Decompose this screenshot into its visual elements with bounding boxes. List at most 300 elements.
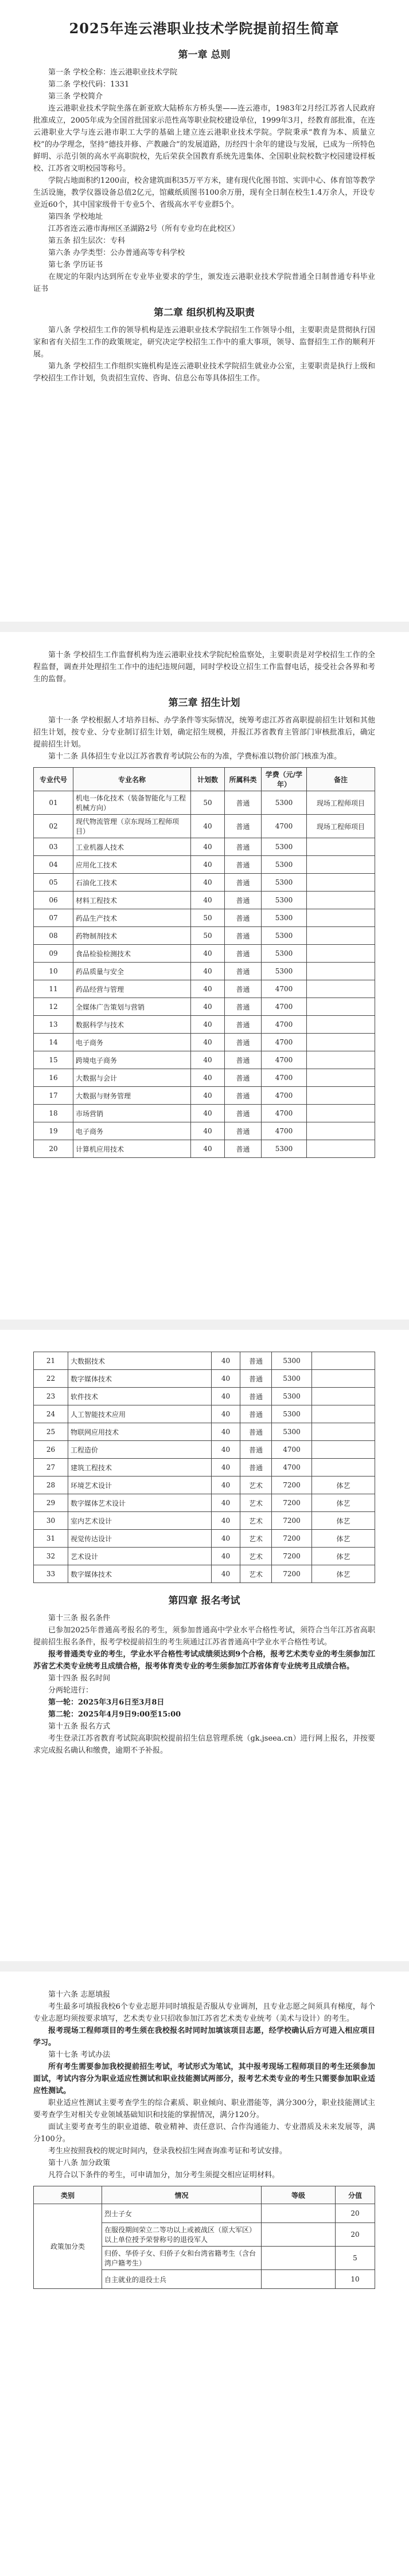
- table-cell: [312, 1352, 375, 1370]
- table-cell: 工业机器人技术: [73, 838, 191, 856]
- table-row: [34, 998, 375, 1016]
- table-row: [34, 1034, 375, 1051]
- table-cell: 电子商务: [73, 1034, 191, 1051]
- table-cell: 4700: [262, 1122, 307, 1140]
- table-cell: 09: [34, 945, 73, 963]
- table-cell: 02: [34, 815, 73, 838]
- table-cell: 现场工程师项目: [307, 791, 375, 815]
- table-cell: 5300: [262, 1140, 307, 1158]
- table-cell: 艺术: [240, 1565, 272, 1583]
- table-cell: 环境艺术设计: [68, 1477, 212, 1494]
- column-header: 类别: [34, 2186, 102, 2204]
- table-cell: 普通: [225, 980, 262, 998]
- table-cell: 软件技术: [68, 1388, 212, 1405]
- table-cell: 4700: [262, 1069, 307, 1087]
- page-gap: [0, 1320, 409, 1330]
- table-cell: 普通: [240, 1441, 272, 1459]
- paragraph: 江苏省连云港市海州区圣湖路2号（所有专业均在此校区）: [48, 225, 240, 233]
- table-cell: 26: [34, 1441, 68, 1459]
- table-row: [34, 1494, 375, 1512]
- table-cell: 18: [34, 1105, 73, 1122]
- table-cell: 普通: [225, 1122, 262, 1140]
- table-cell: 普通: [225, 1087, 262, 1105]
- table-cell: 27: [34, 1459, 68, 1477]
- table-cell: 艺术: [240, 1494, 272, 1512]
- table-cell: 25: [34, 1423, 68, 1441]
- paragraph: 第一条 学校全称：连云港职业技术学院: [48, 68, 178, 77]
- table-cell: 5300: [272, 1423, 312, 1441]
- table-cell: 普通: [225, 945, 262, 963]
- paragraph: 第六条 办学类型：公办普通高等专科学校: [48, 249, 185, 257]
- paragraph: 第五条 招生层次：专科: [48, 237, 126, 245]
- table-cell: 普通: [225, 838, 262, 856]
- table-cell: 烈士子女: [102, 2204, 262, 2223]
- paragraph: 第十七条 考试办法: [48, 2051, 111, 2059]
- table-cell: 市场营销: [73, 1105, 191, 1122]
- column-header: 专业名称: [73, 768, 191, 791]
- column-header: 专业代号: [34, 768, 73, 791]
- table-cell: [307, 927, 375, 945]
- table-cell: [307, 998, 375, 1016]
- table-cell: 23: [34, 1388, 68, 1405]
- table-cell: 现代物流管理（京东现场工程师项目）: [73, 815, 191, 838]
- table-cell: [262, 2223, 336, 2247]
- table-cell: 数字媒体技术: [68, 1565, 212, 1583]
- page-4: [33, 1972, 375, 2576]
- table-cell: 大数据与财务管理: [73, 1087, 191, 1105]
- paragraph: 报考普通类专业的考生，学业水平合格性考试成绩须达到9个合格，报考艺术类专业的考生须参加江苏省艺术类专业统考且成绩合格，报考体育类专业的考生须参加江苏省体育专业统考且成绩合格。: [33, 1650, 375, 1671]
- paragraph: 第四条 学校地址: [48, 213, 103, 221]
- table-cell: 普通: [225, 927, 262, 945]
- table-cell: 17: [34, 1087, 73, 1105]
- table-cell: 29: [34, 1494, 68, 1512]
- table-cell: 03: [34, 838, 73, 856]
- column-header: 学费（元/学年）: [262, 768, 307, 791]
- page-gap: [0, 1961, 409, 1972]
- table-cell: 40: [212, 1352, 240, 1370]
- table-cell: 13: [34, 1016, 73, 1034]
- table-cell: 普通: [225, 1051, 262, 1069]
- table-cell: 4700: [262, 980, 307, 998]
- table-cell: 5: [336, 2247, 375, 2270]
- table-cell: 7200: [272, 1565, 312, 1583]
- table-cell: [312, 1441, 375, 1459]
- table-cell: [307, 1122, 375, 1140]
- table-cell: 4700: [262, 815, 307, 838]
- table-cell: 普通: [225, 1069, 262, 1087]
- enrollment-plan-table-continued: [33, 1352, 375, 1583]
- table-cell: [307, 963, 375, 980]
- paragraph: 连云港职业技术学院坐落在新亚欧大陆桥东方桥头堡——连云港市，1983年2月经江苏省人民政府批准成立，2005年成为全国首批国家示范性高等职业院校建设单位，1999年3月，经教育部批准，在连云港职业大学与连云港市职工大学的基础上建立连云港职业技术学院。学院秉承“教育为本、质量立校”的办学理念，坚持“德技并修、产教融合”的发展道路，历经四十余年的建设与发展，已成为一所特色鲜明、示范引领的高水平高职院校，先后荣获全国教育系统先进集体、全国职业院校数字校园建设样板校、江苏省文明校园等称号。: [33, 104, 375, 173]
- table-cell: 艺术: [240, 1548, 272, 1565]
- table-cell: 05: [34, 874, 73, 892]
- paragraph: 第十八条 加分政策: [48, 2159, 111, 2167]
- table-cell: 体艺: [312, 1548, 375, 1565]
- table-cell: [307, 1105, 375, 1122]
- table-row: [34, 1477, 375, 1494]
- table-cell: 40: [212, 1477, 240, 1494]
- table-cell: 跨境电子商务: [73, 1051, 191, 1069]
- table-row: [34, 1459, 375, 1477]
- column-header: 情况: [102, 2186, 262, 2204]
- chapter-4-title: 第四章 报名考试: [168, 1595, 240, 1607]
- table-cell: 视觉传达设计: [68, 1530, 212, 1548]
- table-cell: [307, 980, 375, 998]
- table-cell: [307, 1140, 375, 1158]
- table-cell: 普通: [225, 815, 262, 838]
- table-row: [34, 791, 375, 815]
- table-cell: 全媒体广告策划与营销: [73, 998, 191, 1016]
- table-cell: 50: [191, 927, 225, 945]
- table-cell: 4700: [262, 1051, 307, 1069]
- table-cell: [312, 1405, 375, 1423]
- table-row: [34, 1423, 375, 1441]
- table-cell: 普通: [240, 1388, 272, 1405]
- table-cell: 40: [212, 1530, 240, 1548]
- table-cell: 普通: [225, 874, 262, 892]
- chapter-2-title: 第二章 组织机构及职责: [154, 307, 255, 319]
- chapter-3-title: 第三章 招生计划: [168, 697, 240, 709]
- table-cell: 14: [34, 1034, 73, 1051]
- table-cell: 5300: [262, 874, 307, 892]
- table-cell: 5300: [262, 838, 307, 856]
- table-cell: 自主就业的退役士兵: [102, 2270, 262, 2289]
- table-cell: 体艺: [312, 1477, 375, 1494]
- table-cell: 普通: [225, 856, 262, 874]
- paragraph: 第二轮：2025年4月9日9:00至15:00: [48, 1710, 181, 1719]
- table-cell: 体艺: [312, 1565, 375, 1583]
- table-header-row: [34, 2186, 375, 2204]
- paragraph: 考生最多可填报我校6个专业志愿并同时填报是否服从专业调剂，且专业志愿之间须具有梯度，每个专业志愿均须按要求填写，艺术类专业只招收参加江苏省艺术类专业统考（美术与设计）的考生。: [33, 2002, 375, 2023]
- table-cell: 5300: [262, 856, 307, 874]
- table-cell: 40: [212, 1494, 240, 1512]
- table-cell: 现场工程师项目: [307, 815, 375, 838]
- paragraph: 第十六条 志愿填报: [48, 1990, 111, 1999]
- table-cell: 40: [191, 815, 225, 838]
- table-cell: 40: [191, 980, 225, 998]
- table-cell: 07: [34, 909, 73, 927]
- table-cell: 22: [34, 1370, 68, 1388]
- table-row: [34, 1122, 375, 1140]
- paragraph: 第十二条 具体招生专业以江苏省教育考试院公布的为准，学费标准以物价部门核准为准。: [48, 752, 342, 761]
- table-cell: [307, 1034, 375, 1051]
- table-cell: 5300: [262, 909, 307, 927]
- table-cell: 06: [34, 892, 73, 909]
- table-row: [34, 1512, 375, 1530]
- table-cell: 药品生产技术: [73, 909, 191, 927]
- table-cell: 普通: [240, 1459, 272, 1477]
- table-cell: 40: [191, 1122, 225, 1140]
- paragraph: 第十条 学校招生工作监督机构为连云港职业技术学院纪检监察处，主要职责是对学校招生工作的全程监督，调查并处理招生工作中的违纪违规问题，同时学校设立招生工作监督电话，接受社会各界和考生的监督。: [33, 651, 375, 684]
- table-cell: 石油化工技术: [73, 874, 191, 892]
- paragraph: 第三条 学校简介: [48, 92, 103, 101]
- table-cell: 在服役期间荣立二等功以上或被战区（原大军区）以上单位授予荣誉称号的退役军人: [102, 2223, 262, 2247]
- table-cell: 5300: [272, 1388, 312, 1405]
- table-cell: 食品检验检测技术: [73, 945, 191, 963]
- table-cell: 政策加分类: [34, 2204, 102, 2289]
- table-cell: 32: [34, 1548, 68, 1565]
- paragraph: 考生应按照我校的规定时间内，登录我校招生网查询准考证和考试安排。: [48, 2147, 287, 2155]
- table-cell: 室内艺术设计: [68, 1512, 212, 1530]
- table-cell: 33: [34, 1565, 68, 1583]
- table-cell: 普通: [225, 1140, 262, 1158]
- table-cell: 12: [34, 998, 73, 1016]
- table-cell: 30: [34, 1512, 68, 1530]
- table-cell: 4700: [272, 1459, 312, 1477]
- bonus-points-table: [33, 2186, 375, 2289]
- document-title: 2025年连云港职业技术学院提前招生简章: [69, 20, 340, 37]
- table-cell: 数据科学与技术: [73, 1016, 191, 1034]
- table-cell: 40: [191, 1034, 225, 1051]
- table-cell: 艺术设计: [68, 1548, 212, 1565]
- table-cell: 建筑工程技术: [68, 1459, 212, 1477]
- table-cell: 50: [191, 791, 225, 815]
- paragraph: 第十三条 报名条件: [48, 1614, 111, 1623]
- table-cell: 19: [34, 1122, 73, 1140]
- table-cell: 5300: [262, 963, 307, 980]
- chapter-1-title: 第一章 总则: [178, 49, 231, 61]
- table-row: [34, 980, 375, 998]
- table-cell: 普通: [225, 1034, 262, 1051]
- table-cell: 材料工程技术: [73, 892, 191, 909]
- table-row: [34, 945, 375, 963]
- table-row: [34, 1548, 375, 1565]
- table-cell: 10: [34, 963, 73, 980]
- paragraph: 第二条 学校代码：1331: [48, 80, 130, 89]
- table-cell: [262, 2247, 336, 2270]
- table-cell: [307, 909, 375, 927]
- table-cell: [262, 2270, 336, 2289]
- paragraph: 职业适应性测试主要考查学生的综合素质、职业倾向、职业潜能等，满分300分，职业技能测试主要考查学生对相关专业领域基础知识和技能的掌握情况，满分120分。: [33, 2099, 375, 2119]
- enrollment-plan-table: [33, 767, 375, 1158]
- page-2: [33, 632, 375, 1320]
- table-cell: 计算机应用技术: [73, 1140, 191, 1158]
- table-cell: 5300: [262, 892, 307, 909]
- table-cell: 药品质量与安全: [73, 963, 191, 980]
- table-row: [34, 1069, 375, 1087]
- table-cell: 人工智能技术应用: [68, 1405, 212, 1423]
- table-header-row: [34, 768, 375, 791]
- table-cell: [307, 874, 375, 892]
- table-cell: 归侨、华侨子女、归侨子女和台湾省籍考生（含台湾户籍考生）: [102, 2247, 262, 2270]
- table-cell: 普通: [240, 1370, 272, 1388]
- table-cell: 40: [212, 1459, 240, 1477]
- table-cell: 普通: [240, 1352, 272, 1370]
- table-cell: 体艺: [312, 1530, 375, 1548]
- table-cell: 5300: [262, 791, 307, 815]
- table-row: [34, 1352, 375, 1370]
- table-cell: [312, 1388, 375, 1405]
- table-cell: 40: [191, 1087, 225, 1105]
- paragraph: 第九条 学校招生工作组织实施机构是连云港职业技术学院招生就业办公室，主要职责是执行上级和学校招生工作计划，负责招生宣传、咨询、信息公布等具体招生工作。: [33, 362, 375, 383]
- table-cell: 数字媒体技术: [68, 1370, 212, 1388]
- table-cell: 40: [212, 1405, 240, 1423]
- paragraph: 考生登录江苏省教育考试院高职院校提前招生信息管理系统（gk.jseea.cn）进行网上报名，并按要求完成报名确认和缴费，逾期不予补报。: [33, 1734, 375, 1755]
- table-cell: [307, 856, 375, 874]
- column-header: 分值: [336, 2186, 375, 2204]
- table-row: [34, 856, 375, 874]
- paragraph: 面试主要考查考生的职业道德、敬业精神、责任意识、合作沟通能力、专业潜质及未来发展等，满分100分。: [33, 2123, 375, 2143]
- table-cell: 7200: [272, 1512, 312, 1530]
- table-row: [34, 1565, 375, 1583]
- paragraph: 学院占地面积约1200亩，校舍建筑面积35万平方米，建有现代化图书馆、实训中心、体育馆等教学生活设施，教学仪器设备总值2亿元，馆藏纸质图书100余万册，现有全日制在校生1.4万余人，开设专业近60个，其中国家级骨干专业5个、省级高水平专业群5个。: [33, 176, 375, 209]
- table-cell: 04: [34, 856, 73, 874]
- table-row: [34, 1105, 375, 1122]
- table-cell: 40: [191, 1051, 225, 1069]
- table-cell: 31: [34, 1530, 68, 1548]
- table-cell: [262, 2204, 336, 2223]
- paragraph: 第七条 学历证书: [48, 261, 103, 269]
- table-row: [34, 1087, 375, 1105]
- table-cell: 5300: [272, 1405, 312, 1423]
- table-row: [34, 892, 375, 909]
- table-cell: 艺术: [240, 1512, 272, 1530]
- table-row: [34, 1530, 375, 1548]
- paragraph: 已参加2025年普通高考报名的考生，须参加普通高中学业水平合格性考试，须符合当年江苏省高职提前招生报名条件，报考学校提前招生的考生须通过江苏省普通高中学业水平合格性考试。: [33, 1626, 375, 1647]
- page-3: [33, 1330, 375, 1972]
- table-cell: 21: [34, 1352, 68, 1370]
- table-cell: 普通: [225, 1016, 262, 1034]
- table-cell: 10: [336, 2270, 375, 2289]
- table-cell: 50: [191, 909, 225, 927]
- table-row: [34, 909, 375, 927]
- table-cell: 40: [191, 998, 225, 1016]
- paragraph: 第一轮：2025年3月6日至3月8日: [48, 1698, 165, 1707]
- table-cell: 20: [336, 2223, 375, 2247]
- column-header: 所属科类: [225, 768, 262, 791]
- table-cell: 40: [212, 1423, 240, 1441]
- table-cell: 20: [34, 1140, 73, 1158]
- table-cell: 大数据与会计: [73, 1069, 191, 1087]
- table-row: [34, 1441, 375, 1459]
- table-cell: 20: [336, 2204, 375, 2223]
- table-cell: 40: [212, 1370, 240, 1388]
- table-cell: 40: [191, 963, 225, 980]
- table-cell: [307, 1087, 375, 1105]
- table-cell: 体艺: [312, 1494, 375, 1512]
- paragraph: 所有考生需要参加我校提前招生考试，考试形式为笔试，其中报考现场工程师项目的考生还须参加面试，考试内容分为职业适应性测试和职业技能测试两部分，报考艺术类专业的考生只需要参加职业适应性测试。: [33, 2063, 375, 2095]
- table-cell: 数字媒体艺术设计: [68, 1494, 212, 1512]
- table-cell: 普通: [225, 909, 262, 927]
- column-header: 备注: [307, 768, 375, 791]
- table-row: [34, 1370, 375, 1388]
- table-cell: 机电一体化技术（装备智能化与工程机械方向）: [73, 791, 191, 815]
- table-cell: [307, 1051, 375, 1069]
- table-row: [34, 838, 375, 856]
- table-cell: 40: [191, 856, 225, 874]
- table-cell: 7200: [272, 1477, 312, 1494]
- table-cell: 药品经营与管理: [73, 980, 191, 998]
- table-cell: [307, 892, 375, 909]
- table-cell: 普通: [225, 998, 262, 1016]
- table-cell: 40: [191, 945, 225, 963]
- paragraph: 凡符合以下条件的考生，可申请加分，加分考生须提交相应证明材料。: [48, 2171, 280, 2180]
- page-1: [33, 0, 375, 622]
- paragraph: 第十一条 学校根据人才培养目标、办学条件等实际情况，统筹考虑江苏省高职提前招生计划和其他招生计划，按专业、分专业制订招生计划，确定招生规模，并报江苏省教育主管部门审核批准后，确定提前招生计划。: [33, 716, 375, 749]
- table-cell: 普通: [225, 892, 262, 909]
- table-cell: 01: [34, 791, 73, 815]
- table-cell: 普通: [225, 963, 262, 980]
- table-cell: 4700: [262, 1034, 307, 1051]
- table-cell: 15: [34, 1051, 73, 1069]
- table-row: [34, 2204, 375, 2223]
- table-cell: 普通: [240, 1405, 272, 1423]
- table-cell: 40: [212, 1548, 240, 1565]
- table-cell: 7200: [272, 1548, 312, 1565]
- table-cell: 28: [34, 1477, 68, 1494]
- table-cell: 体艺: [312, 1512, 375, 1530]
- table-cell: 物联网应用技术: [68, 1423, 212, 1441]
- column-header: 计划数: [191, 768, 225, 791]
- table-cell: 5300: [262, 945, 307, 963]
- table-row: [34, 1051, 375, 1069]
- table-cell: 40: [191, 1105, 225, 1122]
- table-cell: 4700: [262, 1087, 307, 1105]
- table-cell: [312, 1423, 375, 1441]
- table-cell: 40: [191, 1140, 225, 1158]
- table-row: [34, 1388, 375, 1405]
- table-cell: 5300: [272, 1352, 312, 1370]
- table-cell: 普通: [240, 1423, 272, 1441]
- table-row: [34, 927, 375, 945]
- table-cell: 40: [191, 1016, 225, 1034]
- table-cell: 40: [191, 874, 225, 892]
- table-cell: 7200: [272, 1494, 312, 1512]
- table-cell: 40: [212, 1512, 240, 1530]
- table-cell: [307, 1016, 375, 1034]
- table-cell: 08: [34, 927, 73, 945]
- table-cell: 40: [191, 1069, 225, 1087]
- page-gap: [0, 622, 409, 632]
- table-cell: 4700: [272, 1441, 312, 1459]
- table-cell: 艺术: [240, 1530, 272, 1548]
- table-cell: 7200: [272, 1530, 312, 1548]
- table-cell: [312, 1370, 375, 1388]
- paragraph: 在规定的年限内达到所在专业毕业要求的学生，颁发连云港职业技术学院普通全日制普通专科毕业证书: [33, 273, 375, 293]
- table-cell: 工程造价: [68, 1441, 212, 1459]
- paragraph: 第十四条 报名时间: [48, 1674, 111, 1683]
- table-cell: 5300: [262, 927, 307, 945]
- table-cell: 40: [212, 1388, 240, 1405]
- table-cell: 4700: [262, 1016, 307, 1034]
- table-cell: 艺术: [240, 1477, 272, 1494]
- table-row: [34, 1016, 375, 1034]
- table-cell: 电子商务: [73, 1122, 191, 1140]
- table-row: [34, 1405, 375, 1423]
- table-cell: 40: [191, 892, 225, 909]
- table-cell: 大数据技术: [68, 1352, 212, 1370]
- table-row: [34, 963, 375, 980]
- table-cell: 药物制剂技术: [73, 927, 191, 945]
- table-cell: 应用化工技术: [73, 856, 191, 874]
- table-cell: 40: [212, 1565, 240, 1583]
- table-cell: 4700: [262, 1105, 307, 1122]
- table-row: [34, 874, 375, 892]
- table-cell: 24: [34, 1405, 68, 1423]
- paragraph: 第八条 学校招生工作的领导机构是连云港职业技术学院招生工作领导小组，主要职责是贯彻执行国家和省有关招生工作的政策规定，研究决定学校招生工作中的重大事项，领导、监督招生工作的顺利开展。: [33, 326, 375, 359]
- table-cell: [307, 838, 375, 856]
- table-row: [34, 1140, 375, 1158]
- table-cell: 11: [34, 980, 73, 998]
- table-cell: 40: [191, 838, 225, 856]
- table-cell: 5300: [272, 1370, 312, 1388]
- table-cell: 40: [212, 1441, 240, 1459]
- table-cell: [307, 1069, 375, 1087]
- column-header: 等级: [262, 2186, 336, 2204]
- paragraph: 第十五条 报名方式: [48, 1722, 111, 1731]
- table-cell: 16: [34, 1069, 73, 1087]
- table-cell: 普通: [225, 1105, 262, 1122]
